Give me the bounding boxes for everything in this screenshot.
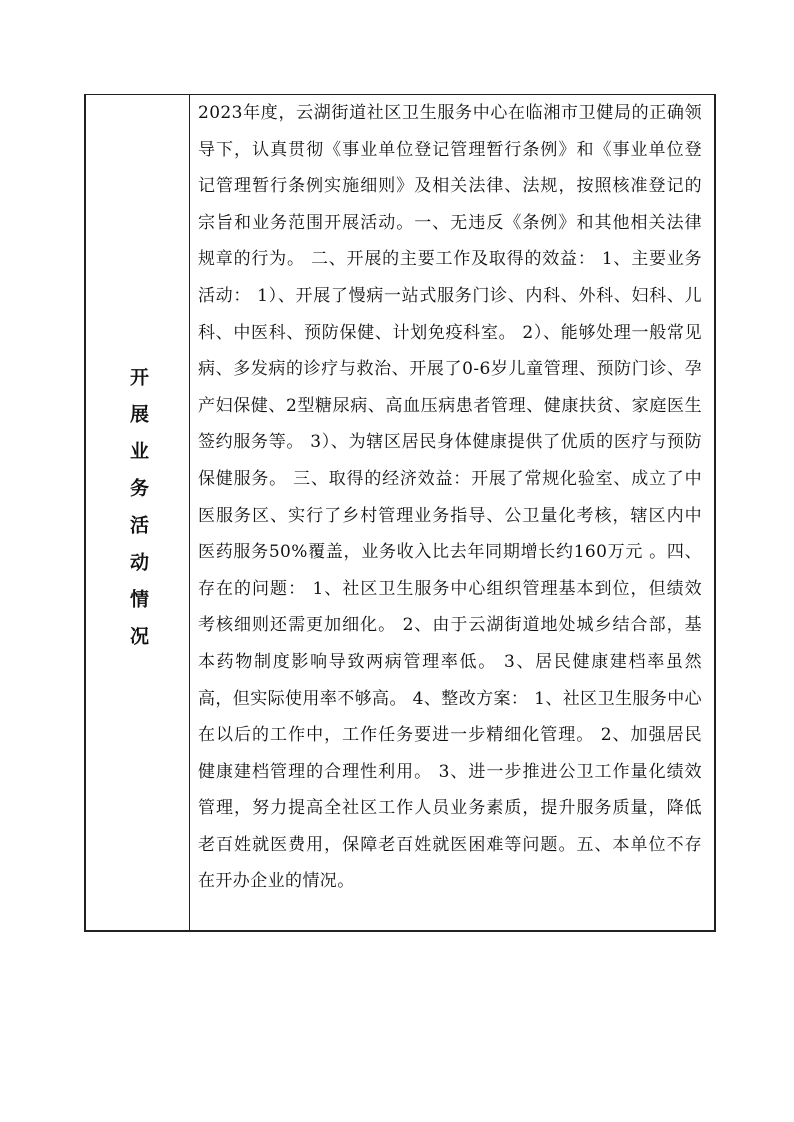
section-label: 开展业务活动情况	[127, 366, 149, 663]
section-label-cell	[85, 95, 190, 932]
activity-report-table	[84, 94, 716, 932]
activity-description: 2023年度，云湖街道社区卫生服务中心在临湘市卫健局的正确领导下，认真贯彻《事业单位登记管理暂行条例》和《事业单位登记管理暂行条例实施细则》及相关法律、法规，按照核准登记的宗旨和业务范围开展活动。一、无违反《条例》和其他相关法律规章的行为。 二、开展的主要工作及取得的效益： 1、主要业务活动： 1）、开展了慢病一站式服务门诊、内科、外科、妇科、儿科、中医科、预防保健、计划免疫科室。 2）、能够处理一般常见病、多发病的诊疗与救治、开展了0-6岁儿童管理、预防门诊、孕产妇保健、2型糖尿病、高血压病患者管理、健康扶贫、家庭医生签约服务等。 3）、为辖区居民身体健康提供了优质的医疗与预防保健服务。 三、取得的经济效益：开展了常规化验室、成立了中医服务区、实行了乡村管理业务指导、公卫量化考核，辖区内中医药服务50%覆盖，业务收入比去年同期增长约160万元 。四、存在的问题： 1、社区卫生服务中心组织管理基本到位，但绩效考核细则还需更加细化。 2、由于云湖街道地处城乡结合部，基本药物制度影响导致两病管理率低。 3、居民健康建档率虽然高，但实际使用率不够高。 4、整改方案： 1、社区卫生服务中心在以后的工作中，工作任务要进一步精细化管理。 2、加强居民健康建档管理的合理性利用。 3、进一步推进公卫工作量化绩效管理，努力提高全社区工作人员业务素质，提升服务质量，降低老百姓就医费用，保障老百姓就医困难等问题。五、本单位不存在开办企业的情况。	[198, 103, 702, 892]
content-cell	[190, 95, 716, 932]
table-row	[85, 95, 715, 932]
